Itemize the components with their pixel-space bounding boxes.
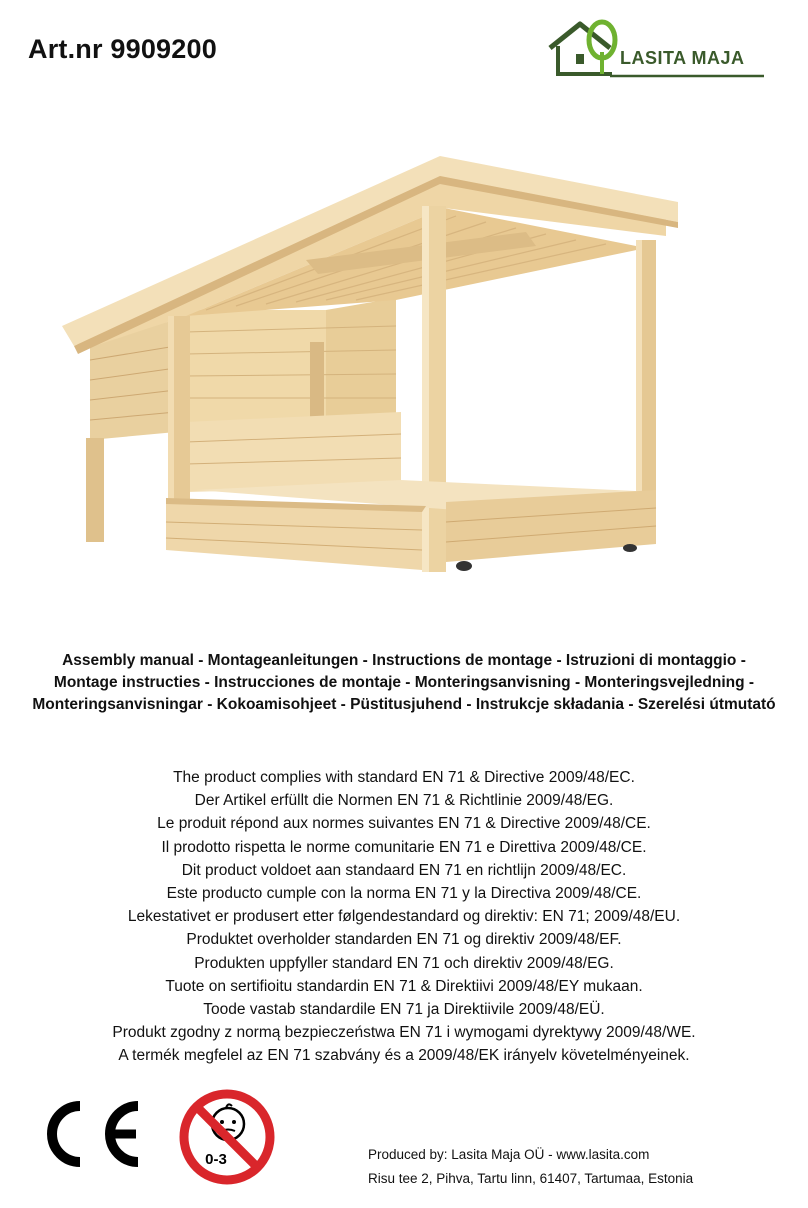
- producer-address: Risu tee 2, Pihva, Tartu linn, 61407, Tartumaa, Estonia: [368, 1171, 694, 1186]
- compliance-line: Der Artikel erfüllt die Normen EN 71 & Richtlinie 2009/48/EG.: [194, 792, 614, 810]
- brand-name: LASITA MAJA: [620, 48, 745, 68]
- compliance-line: Produkt zgodny z normą bezpieczeństwa EN 71 i wymogami dyrektywy 2009/48/WE.: [112, 1024, 696, 1042]
- ce-mark-icon: [40, 1098, 144, 1170]
- producer-info: [368, 1143, 693, 1191]
- compliance-line: Lekestativet er produsert etter følgendestandard og direktiv: EN 71; 2009/48/EU.: [127, 908, 681, 926]
- manual-titles: [0, 650, 808, 716]
- article-number: Art.nr 9909200: [28, 34, 217, 64]
- sandbox-playhouse-illustration: [56, 150, 696, 580]
- age-label: 0-3: [205, 1151, 227, 1168]
- compliance-line: Toode vastab standardile EN 71 ja Direktiivile 2009/48/EÜ.: [203, 1001, 605, 1019]
- manual-title-line: Assembly manual - Montageanleitungen - Instructions de montage - Istruzioni di montaggio -: [62, 652, 746, 669]
- producer-line: Produced by: Lasita Maja OÜ - www.lasita.com: [368, 1147, 650, 1162]
- compliance-line: A termék megfelel az EN 71 szabvány és a 2009/48/EK irányelv követelményeinek.: [118, 1047, 690, 1065]
- compliance-statements: [0, 766, 808, 1068]
- compliance-line: Le produit répond aux normes suivantes EN 71 & Directive 2009/48/CE.: [157, 815, 651, 833]
- compliance-line: The product complies with standard EN 71 & Directive 2009/48/EC.: [173, 769, 635, 786]
- manual-title-line: Monteringsanvisningar - Kokoamisohjeet - Püstitusjuhend - Instrukcje składania - Szerelési útmutató: [32, 696, 776, 713]
- compliance-line: Produktet overholder standarden EN 71 og direktiv 2009/48/EF.: [186, 931, 622, 949]
- compliance-line: Produkten uppfyller standard EN 71 och direktiv 2009/48/EG.: [194, 954, 614, 972]
- compliance-line: Il prodotto rispetta le norme comunitarie EN 71 e Direttiva 2009/48/CE.: [161, 838, 647, 856]
- compliance-line: Dit product voldoet aan standaard EN 71 en richtlijn 2009/48/EC.: [181, 861, 627, 879]
- manual-title-line: Montage instructies - Instrucciones de montaje - Monteringsanvisning - Monteringsvejledning -: [53, 674, 755, 691]
- compliance-line: Este producto cumple con la norma EN 71 y la Directiva 2009/48/CE.: [166, 885, 642, 903]
- compliance-line: Tuote on sertifioitu standardin EN 71 & Direktiivi 2009/48/EY mukaan.: [165, 977, 643, 995]
- no-children-under-3-icon: [178, 1088, 276, 1186]
